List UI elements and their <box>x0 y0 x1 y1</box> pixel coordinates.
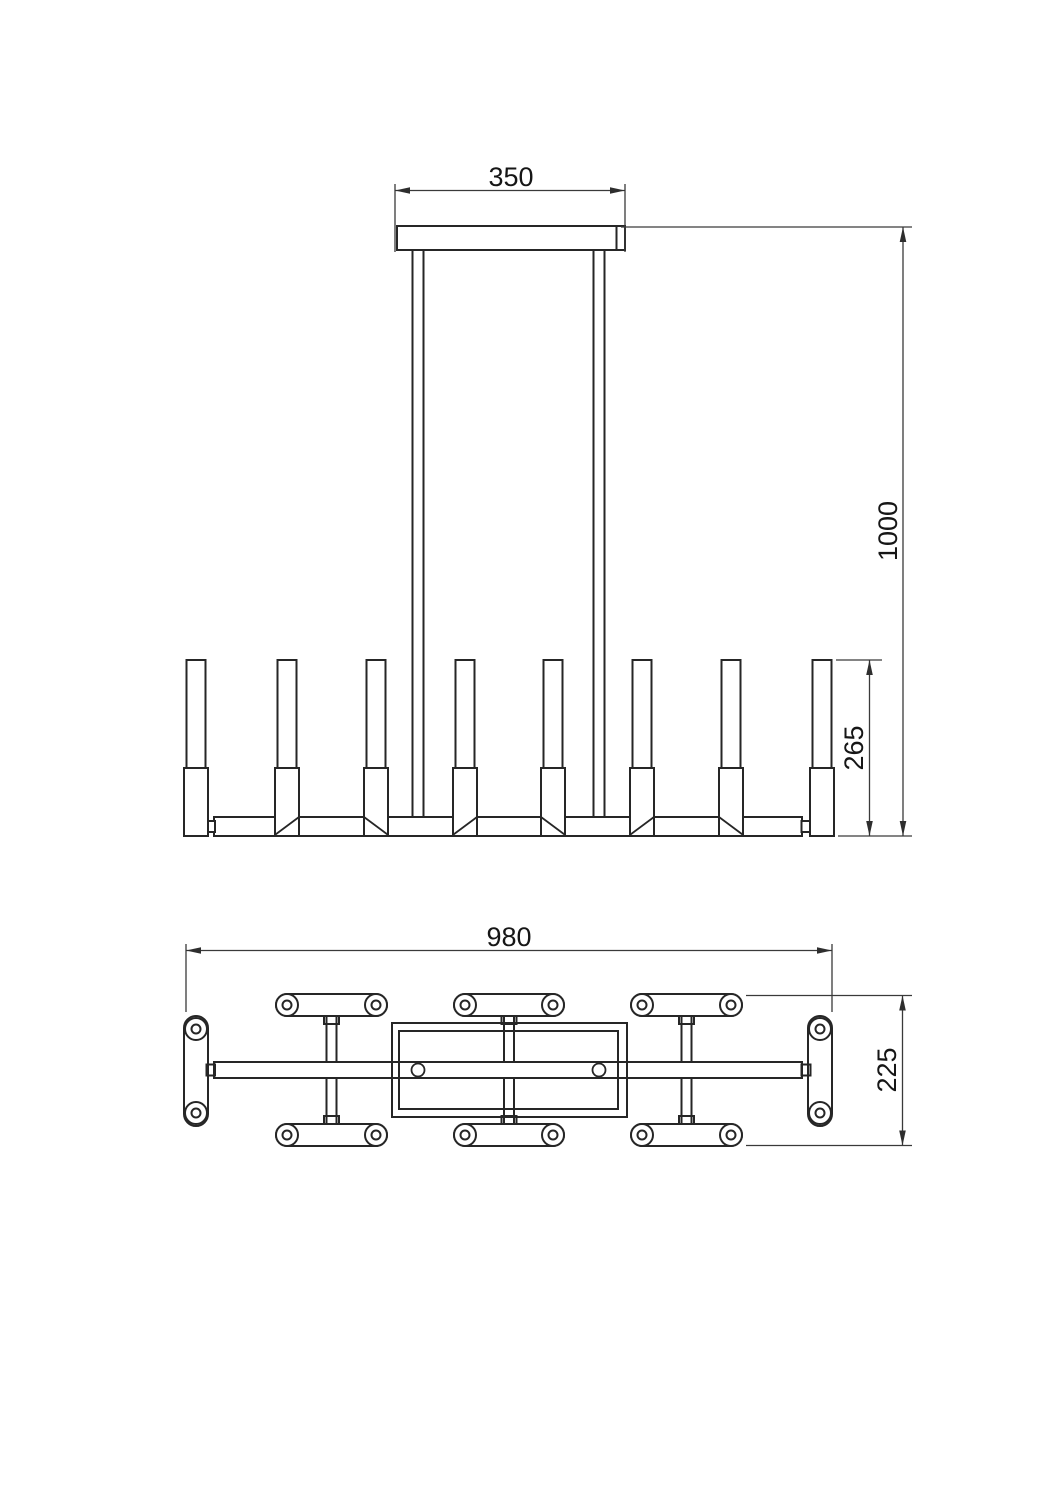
dimension-candle-height <box>836 660 882 836</box>
plan-view <box>184 922 912 1146</box>
light-circle <box>720 1124 742 1146</box>
candle-tube-8 <box>813 660 832 768</box>
light-circle <box>454 994 476 1016</box>
candle-holder-8 <box>810 768 834 836</box>
arm-bar-plan <box>214 1062 802 1078</box>
canopy-body <box>397 226 625 250</box>
dimension-label-overall-length: 980 <box>486 922 532 952</box>
candle-tube-4 <box>456 660 475 768</box>
dimension-label-canopy-width: 350 <box>488 162 534 192</box>
arrowhead <box>900 821 907 836</box>
suspension-rods <box>413 250 605 818</box>
candle-tube-6 <box>633 660 652 768</box>
arrowhead <box>817 947 832 954</box>
suspension-rod-left <box>413 250 424 818</box>
cross-arm-3 <box>631 994 742 1146</box>
dimension-label-overall-depth: 225 <box>872 1047 902 1093</box>
arrowhead <box>899 1131 906 1146</box>
light-circle <box>365 1124 387 1146</box>
arrowhead <box>866 660 873 675</box>
light-circle <box>276 994 298 1016</box>
dimension-label-overall-height: 1000 <box>873 500 903 562</box>
front-view <box>184 162 912 836</box>
light-circle <box>185 1018 207 1040</box>
cross-arm-stem-top <box>682 1016 692 1062</box>
light-circle <box>809 1102 831 1124</box>
end-arm-right <box>808 1016 832 1126</box>
arrowhead <box>899 996 906 1011</box>
light-circle <box>365 994 387 1016</box>
dimension-label-candle-height: 265 <box>839 725 869 771</box>
end-arm-left <box>184 1016 208 1126</box>
arrowhead <box>610 187 625 194</box>
light-circle <box>809 1018 831 1040</box>
candle-tube-5 <box>544 660 563 768</box>
light-circle <box>542 994 564 1016</box>
rod-mount-hole-right <box>593 1064 606 1077</box>
cross-arm-2 <box>454 994 564 1146</box>
arm-bar-front <box>214 817 802 836</box>
arrowhead <box>186 947 201 954</box>
candle-tube-1 <box>187 660 206 768</box>
ceiling-canopy <box>397 226 625 250</box>
light-circle <box>454 1124 476 1146</box>
cross-arm-stem-top <box>327 1016 337 1062</box>
light-circle <box>631 994 653 1016</box>
candle-holder-1 <box>184 768 208 836</box>
candle-tube-2 <box>278 660 297 768</box>
light-circle <box>720 994 742 1016</box>
arrowhead <box>866 821 873 836</box>
suspension-rod-right <box>594 250 605 818</box>
cross-arm-stem-bottom <box>327 1078 337 1124</box>
candle-tubes <box>187 660 832 768</box>
rod-mount-hole-left <box>412 1064 425 1077</box>
canopy-inner-rect <box>399 1031 618 1109</box>
candle-tube-7 <box>722 660 741 768</box>
light-circle <box>276 1124 298 1146</box>
arrowhead <box>395 187 410 194</box>
arrowhead <box>900 227 907 242</box>
cross-arm-stem-bottom <box>682 1078 692 1124</box>
cross-arm-1 <box>276 994 387 1146</box>
light-circle <box>185 1102 207 1124</box>
light-circle <box>631 1124 653 1146</box>
candle-tube-3 <box>367 660 386 768</box>
light-circle <box>542 1124 564 1146</box>
